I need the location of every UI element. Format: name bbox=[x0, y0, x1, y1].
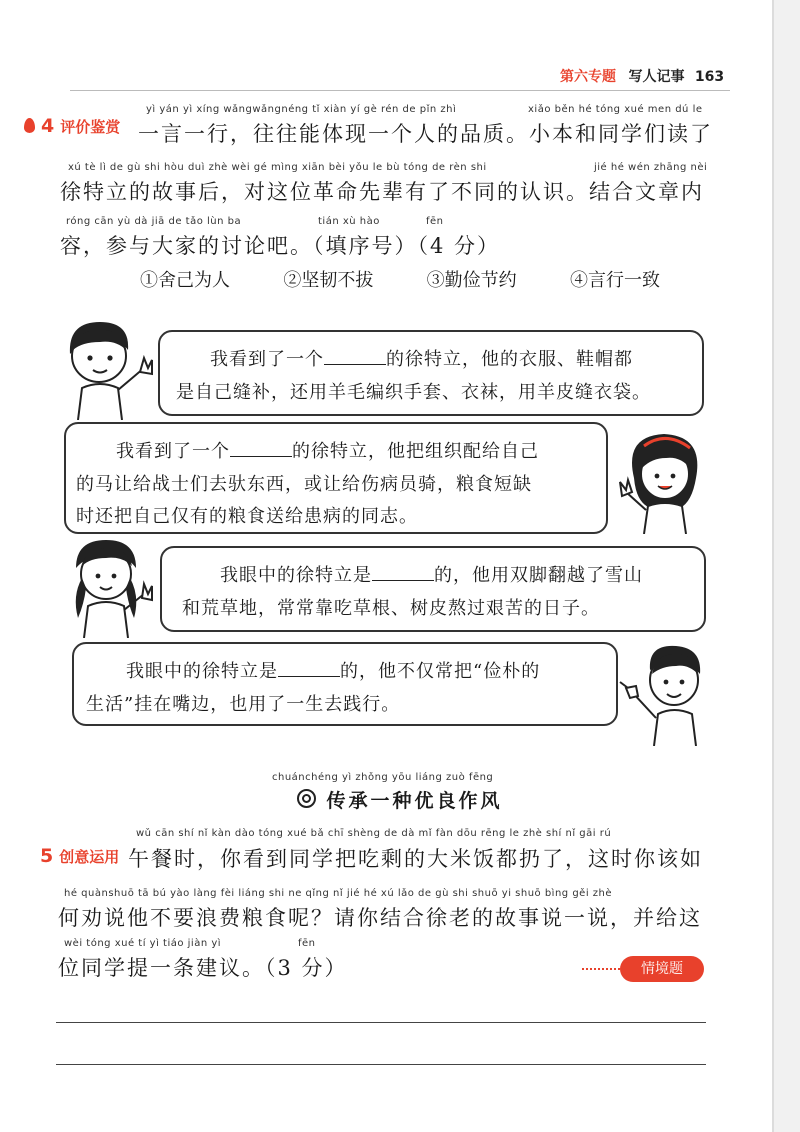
double-circle-icon bbox=[297, 789, 316, 808]
bubble-1 bbox=[158, 330, 704, 416]
q4-pinyin-3: róng cān yù dà jiā de tǎo lùn ba bbox=[66, 216, 242, 227]
q4-pinyin-1b: xiǎo běn hé tóng xué men dú le bbox=[528, 104, 703, 115]
answer-blank-1[interactable] bbox=[324, 348, 386, 365]
q5-pinyin-3: wèi tóng xué tí yì tiáo jiàn yì bbox=[64, 938, 222, 949]
q4-pinyin-2: xú tè lì de gù shi hòu duì zhè wèi gé mìng xiān bèi yǒu le bù tóng de rèn shi bbox=[68, 162, 487, 173]
scenario-badge: 情境题 bbox=[620, 956, 704, 982]
q4-pinyin-1: yì yán yì xíng wǎngwǎngnéng tǐ xiàn yí gè rén de pǐn zhì bbox=[146, 104, 457, 115]
option-2: ②坚韧不拔 bbox=[283, 270, 374, 291]
flame-icon bbox=[24, 118, 35, 133]
header-divider bbox=[70, 90, 730, 91]
option-4: ④言行一致 bbox=[569, 270, 660, 291]
q5-label bbox=[40, 845, 119, 867]
q4-options bbox=[140, 266, 660, 292]
q4-pinyin-3b: tián xù hào bbox=[318, 216, 380, 227]
q5-line-2: 何劝说他不要浪费粮食呢？请你结合徐老的故事说一说，并给这 bbox=[58, 906, 702, 930]
page-header bbox=[560, 66, 724, 86]
q4-pinyin-3c: fēn bbox=[426, 216, 444, 227]
answer-line-2[interactable] bbox=[56, 1064, 706, 1065]
bubble-1-line-2: 是自己缝补，还用羊毛编织手套、衣袜，用羊皮缝衣袋。 bbox=[176, 382, 651, 403]
tag-dots bbox=[582, 968, 620, 970]
q5-pinyin-2: hé quànshuō tā bú yào làng fèi liáng shi ne qǐng nǐ jié hé xú lǎo de gù shi shuō yi shuō bìng gěi zhè bbox=[64, 888, 613, 899]
q5-number: 5 bbox=[40, 845, 54, 867]
bubble-3-line-2: 和荒草地，常常靠吃草根、树皮熬过艰苦的日子。 bbox=[182, 598, 600, 619]
answer-blank-4[interactable] bbox=[278, 660, 340, 677]
answer-blank-2[interactable] bbox=[230, 440, 292, 457]
bubble-2-line-3: 时还把自己仅有的粮食送给患病的同志。 bbox=[76, 506, 418, 527]
section-pinyin: chuánchéng yì zhǒng yōu liáng zuò fēng bbox=[272, 772, 494, 783]
header-topic: 第六专题 bbox=[560, 69, 616, 85]
q4-line-1: 一言一行，往往能体现一个人的品质。小本和同学们读了 bbox=[138, 122, 713, 146]
header-category: 写人记事 bbox=[628, 69, 685, 85]
boy-pointing-icon bbox=[616, 640, 716, 746]
page-edge bbox=[772, 0, 800, 1132]
bubble-1-line-1: 我看到了一个 的徐特立，他的衣服、鞋帽都 bbox=[210, 349, 633, 370]
answer-blank-3[interactable] bbox=[372, 564, 434, 581]
answer-line-1[interactable] bbox=[56, 1022, 706, 1023]
q5-pinyin-3b: fēn bbox=[298, 938, 316, 949]
q4-pinyin-2b: jié hé wén zhāng nèi bbox=[594, 162, 708, 173]
q4-line-3: 容，参与大家的讨论吧。（填序号）（4 分） bbox=[60, 234, 501, 258]
girl-pigtails-icon bbox=[62, 534, 162, 638]
boy-waving-icon bbox=[60, 316, 160, 420]
option-1: ①舍己为人 bbox=[140, 270, 230, 291]
q5-line-1: 午餐时，你看到同学把吃剩的大米饭都扔了，这时你该如 bbox=[128, 847, 703, 871]
bubble-3 bbox=[160, 546, 706, 632]
q5-line-3: 位同学提一条建议。（3 分） bbox=[58, 956, 348, 980]
bubble-4-line-2: 生活”挂在嘴边，也用了一生去践行。 bbox=[86, 694, 401, 715]
q4-number: 4 bbox=[41, 115, 55, 137]
bubble-3-line-1: 我眼中的徐特立是 的，他用双脚翻越了雪山 bbox=[220, 565, 643, 586]
q4-label bbox=[24, 115, 120, 137]
bubble-2-line-1: 我看到了一个 的徐特立，他把组织配给自己 bbox=[116, 441, 539, 462]
girl-waving-icon bbox=[614, 422, 714, 534]
bubble-2-line-2: 的马让给战士们去驮东西，或让给伤病员骑，粮食短缺 bbox=[76, 474, 532, 495]
q4-line-2: 徐特立的故事后，对这位革命先辈有了不同的认识。结合文章内 bbox=[60, 180, 704, 204]
q5-tag: 创意运用 bbox=[59, 848, 120, 866]
section-title: 传承一种优良作风 bbox=[0, 786, 800, 813]
bubble-2 bbox=[64, 422, 608, 534]
q4-tag: 评价鉴赏 bbox=[60, 118, 121, 136]
page-number: 163 bbox=[694, 69, 725, 85]
bubble-4-line-1: 我眼中的徐特立是 的，他不仅常把“俭朴的 bbox=[126, 661, 541, 682]
bubble-4 bbox=[72, 642, 618, 726]
q5-pinyin-1: wǔ cān shí nǐ kàn dào tóng xué bǎ chī shèng de dà mǐ fàn dōu rēng le zhè shí nǐ gāi rú bbox=[136, 828, 612, 839]
option-3: ③勤俭节约 bbox=[426, 270, 517, 291]
